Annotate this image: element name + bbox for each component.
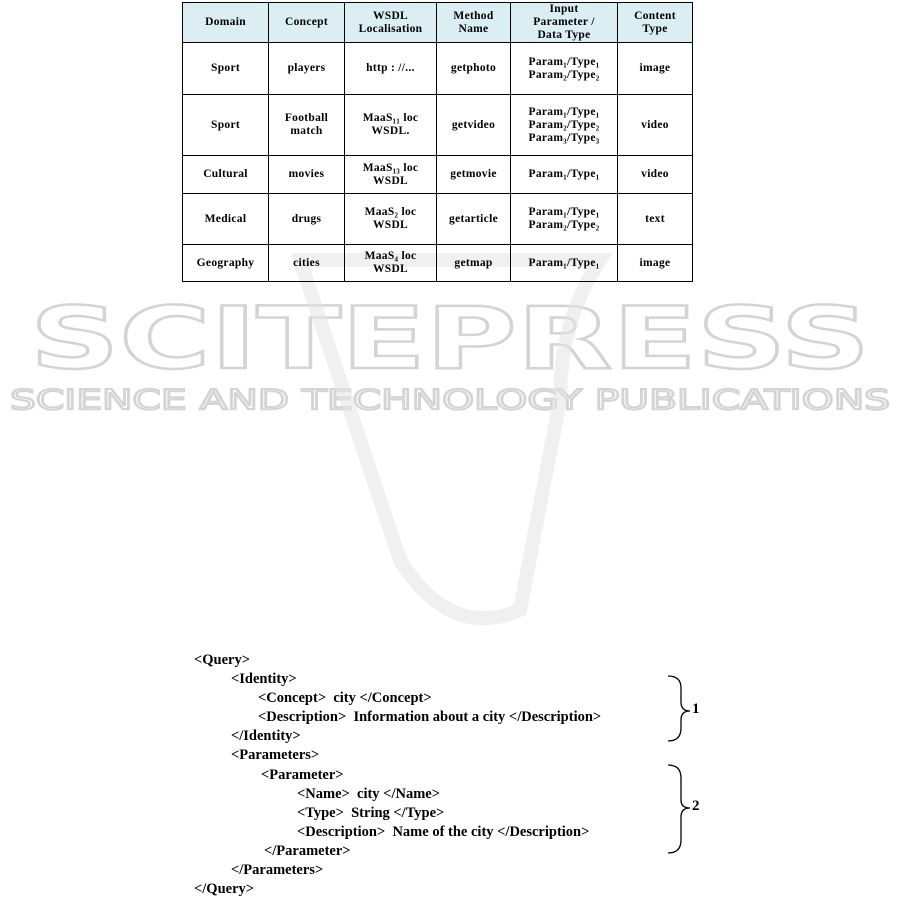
cell-wsdl: MaaS₁₁ loc WSDL.	[345, 95, 437, 156]
header-domain: Domain	[183, 3, 269, 43]
cell-params: Param₁/Type₁ Param₂/Type₂ Param₃/Type₃	[511, 95, 618, 156]
cell-concept: cities	[269, 245, 345, 282]
xml-line: <Concept> city </Concept>	[258, 690, 432, 707]
xml-line: <Description> Information about a city </Description>	[258, 709, 602, 726]
curly-brace-1	[668, 676, 690, 741]
header-content-type: Content Type	[618, 3, 693, 43]
cell-params: Param₁/Type₁	[511, 245, 618, 282]
cell-content-type: video	[618, 156, 693, 194]
cell-method: getarticle	[437, 194, 511, 245]
cell-concept: Football match	[269, 95, 345, 156]
cell-domain: Medical	[183, 194, 269, 245]
header-wsdl-localisation: WSDL Localisation	[345, 3, 437, 43]
xml-line: <Name> city </Name>	[297, 785, 440, 802]
cell-domain: Geography	[183, 245, 269, 282]
cell-wsdl: MaaS₂ loc WSDL	[345, 194, 437, 245]
header-method-name: Method Name	[437, 3, 511, 43]
cell-concept: drugs	[269, 194, 345, 245]
cell-domain: Sport	[183, 43, 269, 95]
watermark-title: SCITEPRESS	[30, 289, 870, 389]
cell-params: Param₁/Type₁ Param₂/Type₂	[511, 43, 618, 95]
xml-line: <Query>	[194, 652, 250, 668]
cell-content-type: image	[618, 245, 693, 282]
xml-line: <Parameter>	[261, 766, 344, 783]
header-concept: Concept	[269, 3, 345, 43]
cell-wsdl: MaaS₁₃ loc WSDL	[345, 156, 437, 194]
cell-wsdl: http : //...	[345, 43, 437, 95]
cell-concept: movies	[269, 156, 345, 194]
xml-line: <Description> Name of the city </Description>	[297, 823, 590, 840]
xml-line: <Type> String </Type>	[297, 804, 445, 821]
xml-line: <Identity>	[231, 671, 297, 688]
xml-line: <Parameters>	[231, 747, 320, 764]
cell-params: Param₁/Type₁	[511, 156, 618, 194]
cell-method: getvideo	[437, 95, 511, 156]
brace-label-2: 2	[692, 798, 700, 814]
cell-method: getmovie	[437, 156, 511, 194]
cell-concept: players	[269, 43, 345, 95]
curly-brace-2	[668, 765, 690, 853]
cell-content-type: image	[618, 43, 693, 95]
cell-wsdl: MaaS₄ loc WSDL	[345, 245, 437, 282]
header-input-parameter: Input Parameter / Data Type	[511, 3, 618, 43]
xml-line: </Parameter>	[264, 842, 351, 859]
cell-domain: Sport	[183, 95, 269, 156]
xml-line: </Parameters>	[231, 862, 324, 879]
watermark-subtitle: SCIENCE AND TECHNOLOGY PUBLICATIONS	[10, 383, 890, 416]
brace-label-1: 1	[692, 701, 700, 717]
cell-content-type: text	[618, 194, 693, 245]
cell-domain: Cultural	[183, 156, 269, 194]
cell-method: getmap	[437, 245, 511, 282]
cell-params: Param₁/Type₁ Param₂/Type₂	[511, 194, 618, 245]
xml-line: </Query>	[194, 881, 255, 898]
xml-line: </Identity>	[231, 728, 301, 745]
cell-method: getphoto	[437, 43, 511, 95]
cell-content-type: video	[618, 95, 693, 156]
